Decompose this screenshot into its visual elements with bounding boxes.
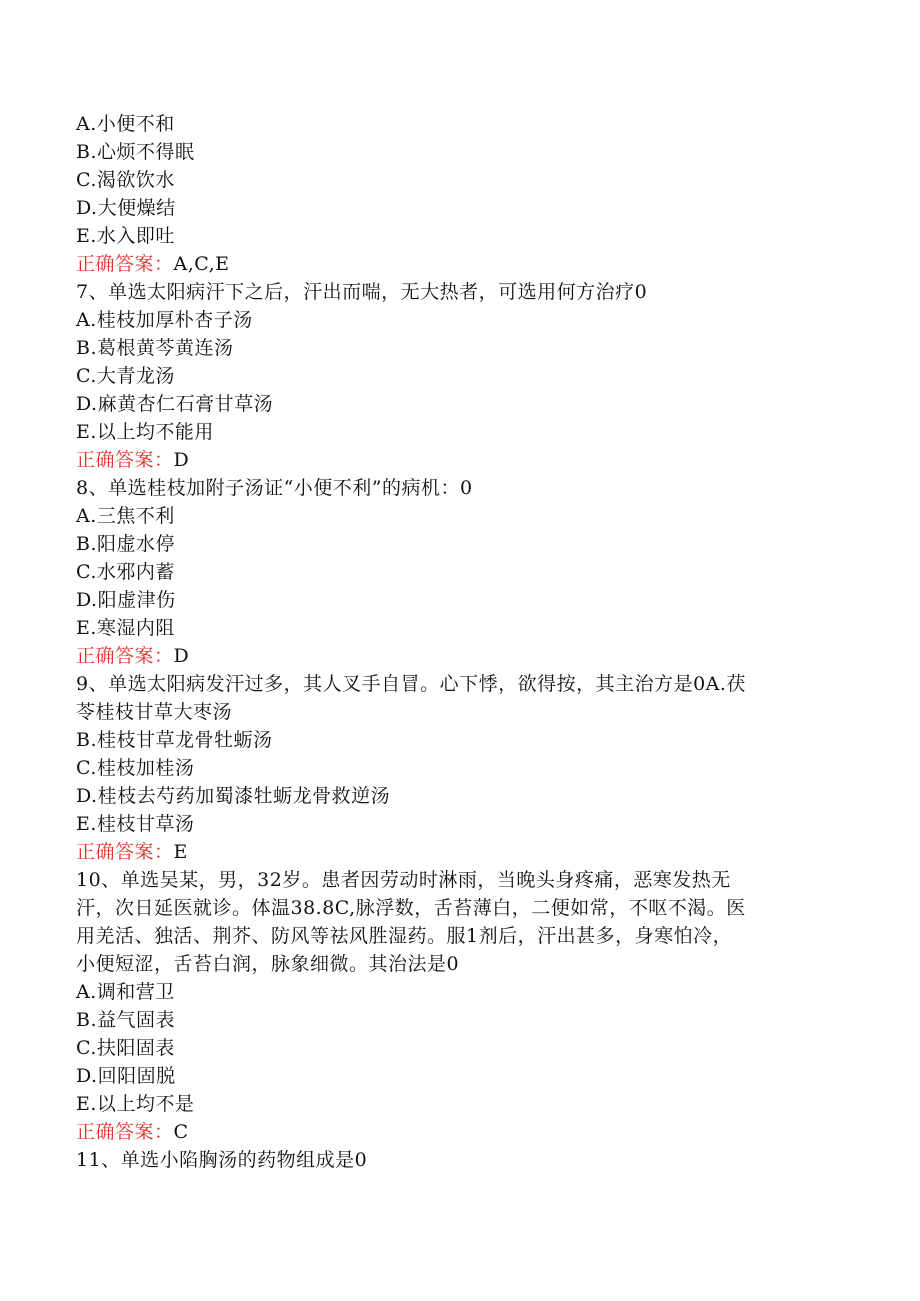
option-e: E.以上均不是 [76, 1093, 195, 1115]
option-c: C.渴欲饮水 [76, 169, 175, 191]
option-c: C.水邪内蓄 [76, 561, 175, 583]
option-a: A.调和营卫 [76, 981, 175, 1003]
answer-value: A,C,E [173, 253, 230, 275]
option-e: E.水入即吐 [76, 225, 175, 247]
question-stem-line-1: 10、单选吴某，男，32岁。患者因劳动时淋雨，当晚头身疼痛，恶寒发热无 [76, 869, 731, 891]
question-stem: 11、单选小陷胸汤的药物组成是0 [76, 1149, 368, 1171]
question-9-block [76, 670, 846, 866]
option-d: D.大便燥结 [76, 197, 176, 219]
correct-answer [76, 642, 846, 670]
option-e: E.以上均不能用 [76, 421, 214, 443]
option-c: C.桂枝加桂汤 [76, 757, 195, 779]
answer-label: 正确答案： [76, 645, 174, 667]
option-b: B.心烦不得眠 [76, 141, 195, 163]
option-d: D.阳虚津伤 [76, 589, 176, 611]
answer-label: 正确答案： [76, 1121, 174, 1143]
question-stem-line-4: 小便短涩，舌苔白润，脉象细微。其治法是0 [76, 953, 460, 975]
question-stem-line-2: 汗，次日延医就诊。体温38.8C,脉浮数，舌苔薄白，二便如常，不呕不渴。医 [76, 897, 746, 919]
document-body [76, 110, 846, 1174]
option-b: B.葛根黄芩黄连汤 [76, 337, 234, 359]
option-e: E.桂枝甘草汤 [76, 813, 195, 835]
question-6-block [76, 110, 846, 278]
option-a: A.三焦不利 [76, 505, 175, 527]
question-7-block [76, 278, 846, 474]
question-11-block [76, 1146, 846, 1174]
option-b: B.益气固表 [76, 1009, 176, 1031]
option-b: B.阳虚水停 [76, 533, 176, 555]
answer-label: 正确答案： [76, 253, 174, 275]
question-stem: 8、单选桂枝加附子汤证“小便不利”的病机：0 [76, 477, 473, 499]
correct-answer [76, 250, 846, 278]
option-d: D.麻黄杏仁石膏甘草汤 [76, 393, 274, 415]
answer-value: E [173, 841, 188, 863]
answer-label: 正确答案： [76, 841, 174, 863]
option-a: A.桂枝加厚朴杏子汤 [76, 309, 253, 331]
correct-answer [76, 1118, 846, 1146]
option-d: D.回阳固脱 [76, 1065, 176, 1087]
answer-label: 正确答案： [76, 449, 174, 471]
question-stem: 7、单选太阳病汗下之后，汗出而喘，无大热者，可选用何方治疗0 [76, 281, 648, 303]
option-c: C.大青龙汤 [76, 365, 175, 387]
answer-value: D [173, 449, 190, 471]
option-b: B.桂枝甘草龙骨牡蛎汤 [76, 729, 273, 751]
question-8-block [76, 474, 846, 670]
answer-value: C [173, 1121, 189, 1143]
option-c: C.扶阳固表 [76, 1037, 175, 1059]
option-e: E.寒湿内阻 [76, 617, 175, 639]
option-d: D.桂枝去芍药加蜀漆牡蛎龙骨救逆汤 [76, 785, 391, 807]
question-10-block [76, 866, 846, 1146]
correct-answer [76, 446, 846, 474]
correct-answer [76, 838, 846, 866]
answer-value: D [173, 645, 190, 667]
question-stem-line-3: 用羌活、独活、荆芥、防风等祛风胜湿药。服1剂后，汗出甚多，身寒怕冷， [76, 925, 733, 947]
question-stem-line-2: 苓桂枝甘草大枣汤 [76, 701, 233, 723]
question-stem-line-1: 9、单选太阳病发汗过多，其人叉手自冒。心下悸，欲得按，其主治方是0A.茯 [76, 673, 746, 695]
option-a: A.小便不和 [76, 113, 175, 135]
